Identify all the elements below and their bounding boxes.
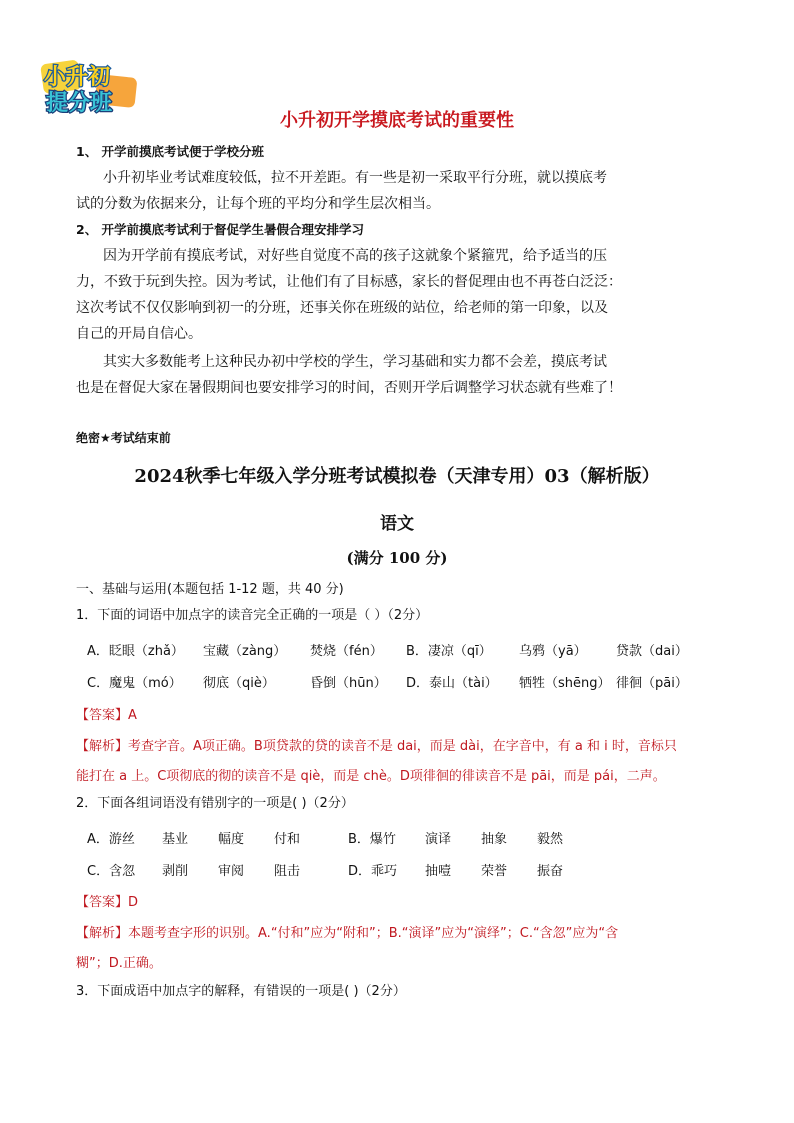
intro-paragraph-2-line-2: 力，不致于玩到失控。因为考试，让他们有了目标感，家长的督促理由也不再苍白泛泛：: [76, 274, 622, 290]
q1-option: 焚烧（fén）: [310, 644, 383, 659]
intro-paragraph-2-line-1: 因为开学前有摸底考试，对好些自觉度不高的孩子这就象个紧箍咒，给予适当的压: [103, 248, 607, 264]
q2-option: 剥削: [162, 864, 189, 879]
q1-option: 昏倒（hūn）: [310, 676, 387, 691]
analysis-text: 本题考查字形的识别。A.“付和”应为“附和”；B.“演译”应为“演绎”；C.“含忽”应为“含: [128, 926, 619, 941]
q2-option: 振奋: [537, 864, 564, 879]
intro-paragraph-3-line-2: 也是在督促大家在暑假期间也要安排学习的时间，否则开学后调整学习状态就有些难了！: [76, 380, 622, 396]
q1-option: 彻底（qiè）: [203, 676, 275, 691]
q1-answer: [76, 704, 137, 723]
q1-option: C．魔鬼（mó）: [87, 676, 182, 691]
q2-option: 抽象: [481, 832, 508, 847]
question-1-stem: 1．下面的词语中加点字的读音完全正确的一项是（ ）（2分）: [76, 608, 429, 623]
q1-option: 宝藏（zàng）: [203, 644, 287, 659]
q1-analysis-line-1: [76, 735, 677, 754]
exam-subject: 语文: [380, 514, 414, 534]
analysis-tag: 【解析】: [76, 926, 129, 941]
answer-tag: 【答案】: [76, 895, 129, 910]
q2-option: 演译: [425, 832, 452, 847]
intro-paragraph-2-line-3: 这次考试不仅仅影响到初一的分班，还事关你在班级的站位，给老师的第一印象，以及: [76, 300, 608, 316]
q1-option: D．泰山（tài）: [406, 676, 498, 691]
q2-analysis-line-1: [76, 922, 618, 941]
q1-analysis-line-2: 能打在 a 上。C项彻底的彻的读音不是 qiè，而是 chè。D项徘徊的徘读音不是 pāi，而是 pái，二声。: [76, 769, 666, 784]
analysis-tag: 【解析】: [76, 739, 129, 754]
q1-option: 徘徊（pāi）: [616, 676, 688, 691]
logo-text-line2: 提分班: [46, 91, 113, 116]
answer-tag: 【答案】: [76, 708, 129, 723]
q2-option: 阻击: [274, 864, 301, 879]
q2-option: C．含忽: [87, 864, 136, 879]
q1-option: B．凄凉（qī）: [406, 644, 492, 659]
q2-option: 毅然: [537, 832, 564, 847]
q2-option: A．游丝: [87, 832, 135, 847]
q2-analysis-line-2: 糊”；D.正确。: [76, 956, 162, 971]
logo-text-line1: 小升初: [44, 65, 111, 90]
q2-option: 抽噎: [425, 864, 452, 879]
q1-option: 牺牲（shēng）: [519, 676, 611, 691]
answer-value: A: [128, 708, 137, 723]
secret-label: 绝密★考试结束前: [76, 431, 171, 445]
q2-option: B．爆竹: [348, 832, 396, 847]
answer-value: D: [128, 895, 139, 910]
q2-option: D．乖巧: [348, 864, 398, 879]
exam-title: 2024秋季七年级入学分班考试模拟卷（天津专用）03（解析版）: [134, 466, 660, 487]
analysis-text: 考查字音。A项正确。B项贷款的贷的读音不是 dai，而是 dài，在字音中，有 a 和 i 时，音标只: [128, 739, 677, 754]
section-heading: 一、基础与运用(本题包括 1-12 题，共 40 分): [76, 582, 344, 597]
intro-paragraph-2-line-4: 自己的开局自信心。: [76, 326, 202, 342]
intro-paragraph-1-line-1: 小升初毕业考试难度较低，拉不开差距。有一些是初一采取平行分班，就以摸底考: [103, 170, 607, 186]
q1-option: 乌鸦（yā）: [519, 644, 587, 659]
question-3-stem: 3．下面成语中加点字的解释，有错误的一项是( )（2分）: [76, 984, 406, 999]
q2-option: 基业: [162, 832, 189, 847]
intro-heading-1: 1、 开学前摸底考试便于学校分班: [76, 144, 265, 159]
q2-option: 荣誉: [481, 864, 508, 879]
intro-paragraph-3-line-1: 其实大多数能考上这种民办初中学校的学生，学习基础和实力都不会差，摸底考试: [103, 354, 607, 370]
q2-option: 幅度: [218, 832, 245, 847]
q2-option: 付和: [274, 832, 301, 847]
intro-title: 小升初开学摸底考试的重要性: [280, 110, 514, 131]
intro-heading-2: 2、 开学前摸底考试利于督促学生暑假合理安排学习: [76, 222, 365, 237]
q2-option: 审阅: [218, 864, 245, 879]
intro-paragraph-1-line-2: 试的分数为依据来分，让每个班的平均分和学生层次相当。: [76, 196, 440, 212]
question-2-stem: 2．下面各组词语没有错别字的一项是( )（2分）: [76, 796, 354, 811]
q1-option: A．眨眼（zhǎ）: [87, 644, 184, 659]
q1-option: 贷款（dai）: [616, 644, 688, 659]
exam-score: (满分 100 分): [346, 549, 448, 567]
q2-answer: [76, 891, 138, 910]
